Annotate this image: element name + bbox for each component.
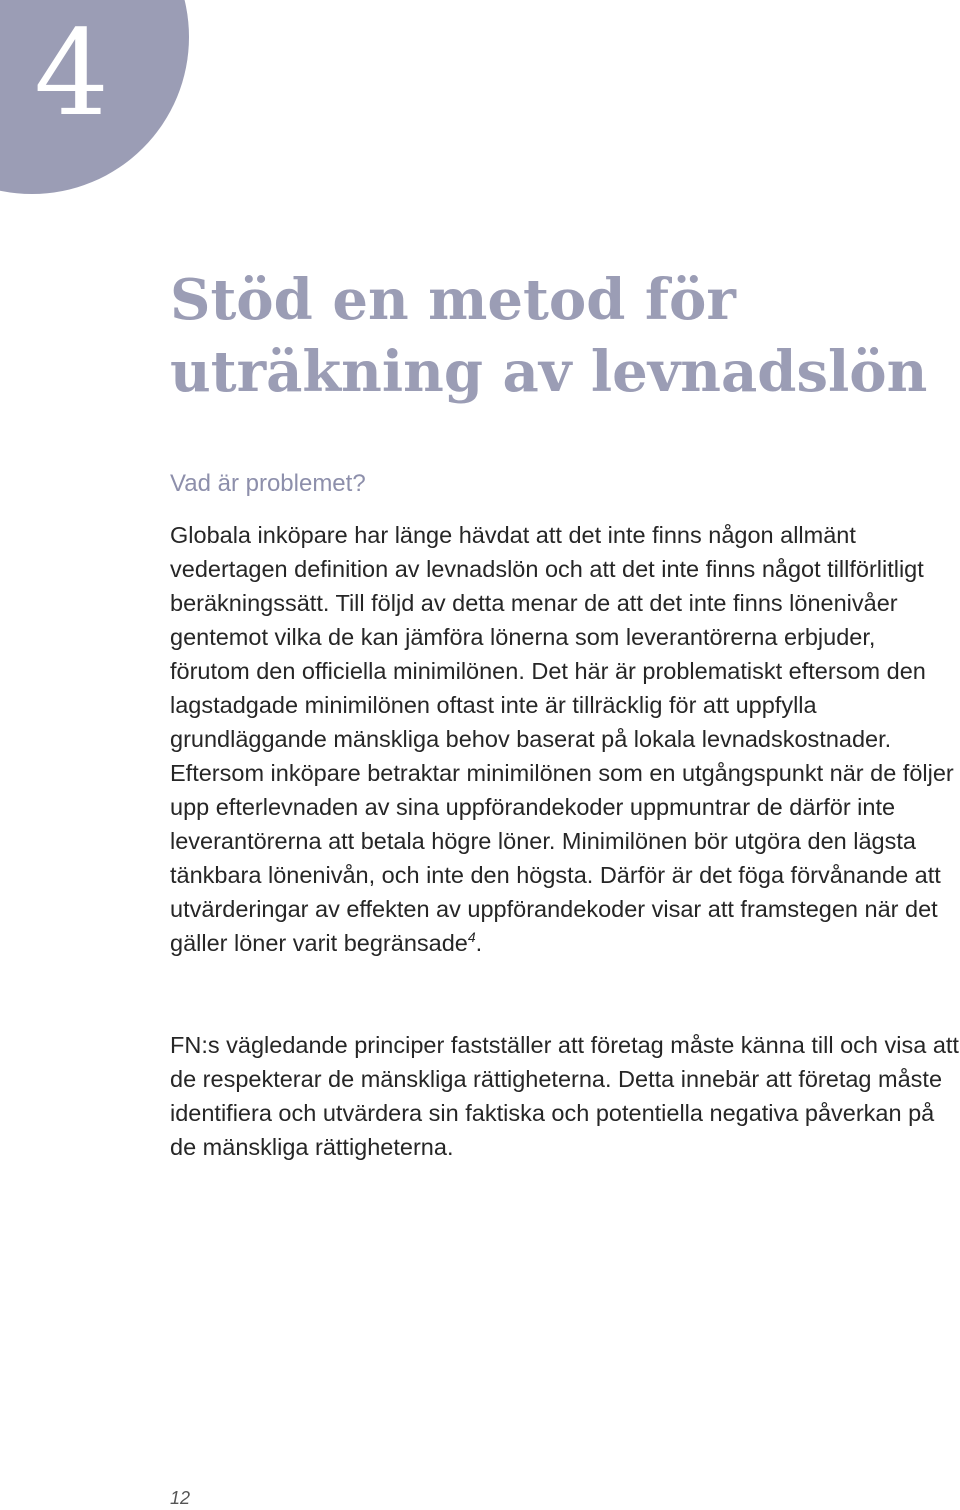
chapter-number: 4	[34, 4, 110, 142]
paragraph-1-text: Globala inköpare har länge hävdat att det inte finns någon allmänt vedertagen definition av levnadslön och att det inte finns något tillförlitligt beräkningssätt. Till följd av detta menar de att det inte finns lönenivåer gentemot vilka de kan jämföra lönerna som leverantörerna erbjuder, förutom den officiella minimilönen. Det här är problematiskt eftersom den lagstadgade minimilönen oftast inte är tillräcklig för att uppfylla grundläggande mänskliga behov baserat på lokala levnadskostnader. Eftersom inköpare betraktar minimilönen som en utgångspunkt när de följer upp efterlevnaden av sina uppförandekoder uppmuntrar de därför inte leverantörerna att betala högre löner. Minimilönen bör utgöra den lägsta tänkbara lönenivån, och inte den högsta. Därför är det föga förvånande att utvärderingar av effekten av uppförandekoder visar att framstegen när det gäller löner varit begränsade	[170, 522, 954, 956]
title-line-1: Stöd en metod för	[170, 267, 736, 333]
body-paragraph-1	[170, 518, 960, 960]
paragraph-1-end: .	[475, 930, 483, 956]
title-line-2: uträkning av levnadslön	[170, 339, 928, 405]
body-paragraph-2: FN:s vägledande principer fastställer att företag måste känna till och visa att de respekterar de mänskliga rättigheterna. Detta innebär att företag måste identifiera och utvärdera sin faktiska och potentiella negativa påverkan på de mänskliga rättigheterna.	[170, 1032, 959, 1160]
section-heading: Vad är problemet?	[170, 470, 366, 497]
page-title	[170, 264, 950, 408]
footnote-reference[interactable]: 4	[467, 929, 476, 946]
page-number: 12	[170, 1488, 191, 1508]
